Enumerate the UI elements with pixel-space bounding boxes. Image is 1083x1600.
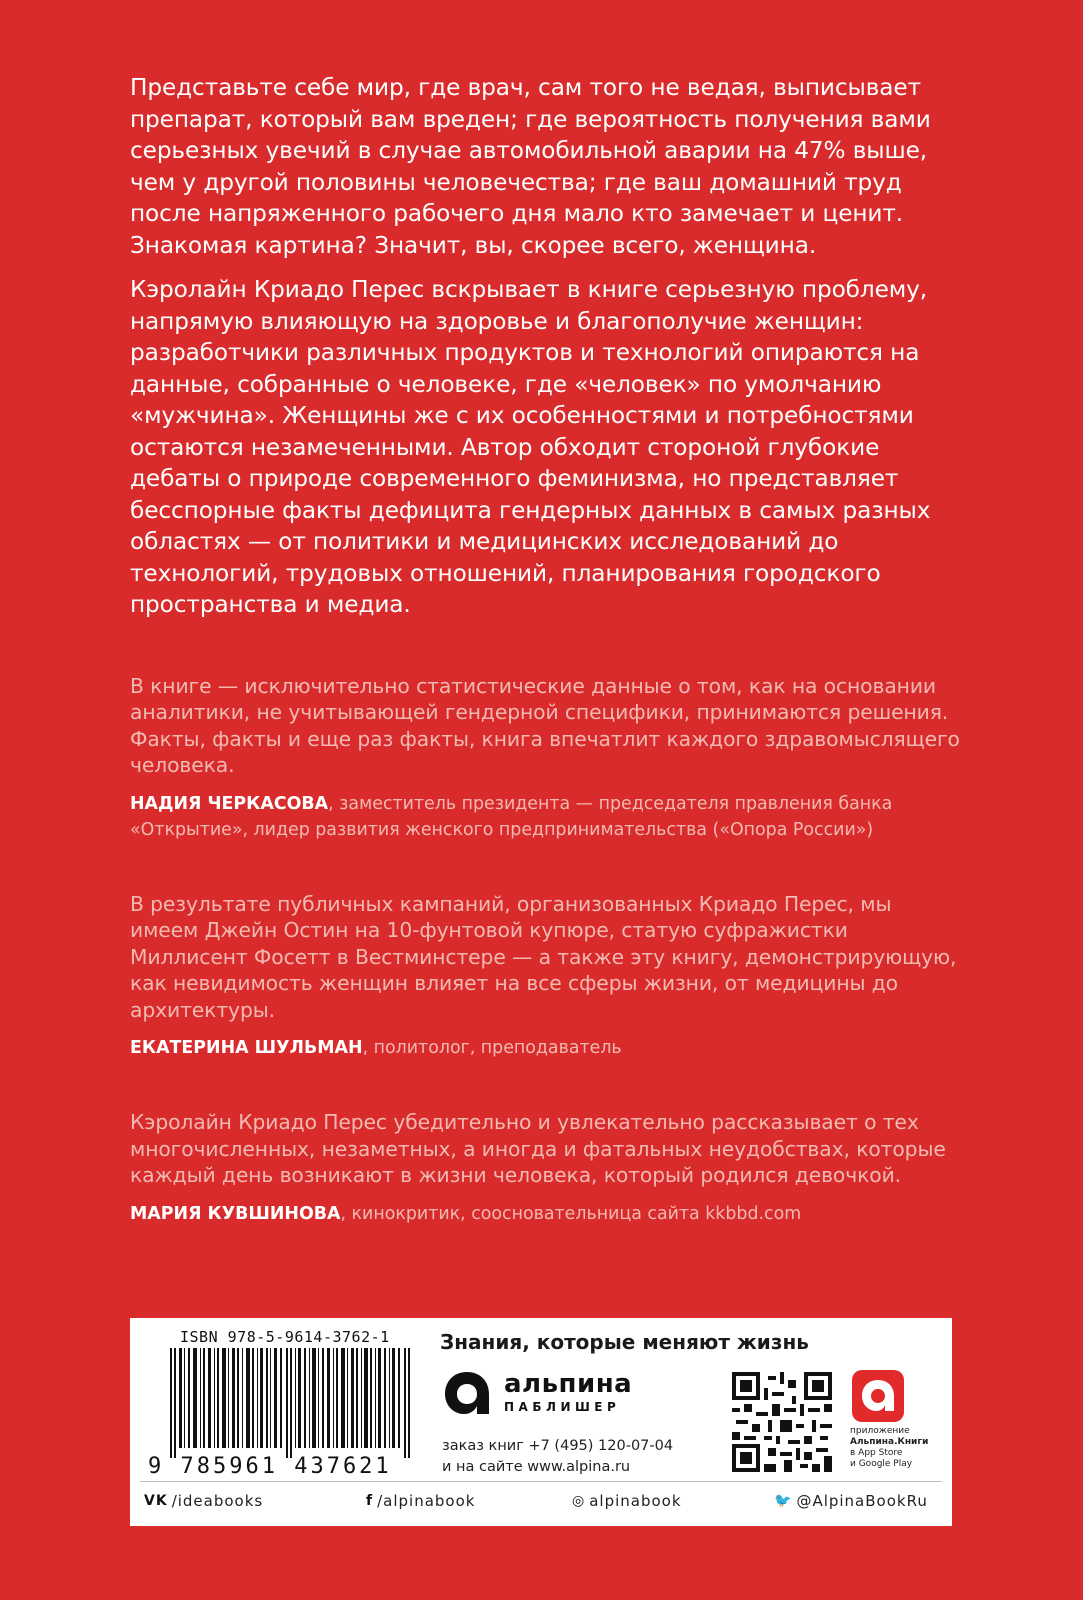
review-author-name: НАДИЯ ЧЕРКАСОВА bbox=[130, 793, 329, 814]
qr-code bbox=[732, 1372, 832, 1472]
back-cover-content bbox=[130, 72, 960, 1227]
app-line-3: в App Store bbox=[850, 1448, 903, 1458]
facebook-icon: f bbox=[366, 1493, 374, 1509]
review-3 bbox=[130, 1109, 960, 1227]
twitter-icon: 🐦 bbox=[774, 1493, 793, 1509]
social-facebook[interactable] bbox=[366, 1492, 475, 1510]
review-quote: В результате публичных кампаний, организованных Криадо Перес, мы имеем Джейн Остин на 10-фунтовой купюре, статую суфражистки Миллисент Фосетт в Вестминстере — а также эту книгу, демонстрирующую, как невидимость женщин влияет на все сферы жизни, от медицины до архитектуры. bbox=[130, 891, 957, 1022]
social-vk-text: /ideabooks bbox=[171, 1492, 264, 1510]
review-author-role: , заместитель президента — председателя правления банка «Открытие», лидер развития женского предпринимательства («Опора России») bbox=[130, 793, 893, 840]
brand-name: альпина bbox=[504, 1369, 633, 1399]
panel-divider bbox=[140, 1481, 942, 1482]
review-quote: В книге — исключительно статистические данные о том, как на основании аналитики, не учитывающей гендерной специфики, принимаются решения. Факты, факты и еще раз факты, книга впечатлит каждого здравомыслящего человека. bbox=[130, 673, 960, 777]
social-instagram[interactable] bbox=[572, 1492, 682, 1510]
review-author-role: , политолог, преподаватель bbox=[362, 1038, 622, 1058]
social-instagram-text: alpinabook bbox=[589, 1492, 682, 1510]
book-description bbox=[130, 72, 960, 621]
review-author-name: МАРИЯ КУВШИНОВА bbox=[130, 1203, 341, 1224]
social-twitter[interactable] bbox=[774, 1492, 928, 1510]
publisher-slogan: Знания, которые меняют жизнь bbox=[440, 1330, 809, 1354]
barcode bbox=[140, 1328, 425, 1478]
isbn-label: ISBN 978-5-9614-3762-1 bbox=[180, 1328, 390, 1346]
alpina-app-icon bbox=[852, 1370, 904, 1422]
publisher-panel bbox=[130, 1318, 952, 1526]
barcode-bars bbox=[170, 1348, 415, 1458]
alpina-logo-icon bbox=[442, 1368, 492, 1420]
review-author-role: , кинокритик, соосновательница сайта kkbbd.com bbox=[340, 1203, 802, 1224]
order-website: и на сайте www.alpina.ru bbox=[442, 1459, 631, 1475]
social-twitter-text: @AlpinaBookRu bbox=[796, 1492, 928, 1510]
review-author bbox=[130, 1201, 960, 1227]
instagram-icon: ◎ bbox=[572, 1493, 586, 1509]
barcode-number: 9 785961 437621 bbox=[148, 1454, 392, 1479]
review-1 bbox=[130, 673, 960, 843]
review-2 bbox=[130, 891, 960, 1062]
order-info bbox=[442, 1436, 673, 1478]
review-quote: Кэролайн Криадо Перес убедительно и увлекательно рассказывает о тех многочисленных, незаметных, а иногда и фатальных неудобствах, которые каждый день возникают в жизни человека, который родился девочкой. bbox=[130, 1110, 946, 1187]
app-line-4: и Google Play bbox=[850, 1459, 913, 1469]
publisher-brand bbox=[504, 1370, 632, 1414]
social-links bbox=[144, 1492, 944, 1516]
social-vk[interactable] bbox=[144, 1492, 263, 1510]
order-phone: заказ книг +7 (495) 120-07-04 bbox=[442, 1438, 674, 1454]
app-line-2: Альпина.Книги bbox=[850, 1437, 929, 1447]
vk-icon: VK bbox=[144, 1493, 168, 1509]
description-paragraph-2: Кэролайн Криадо Перес вскрывает в книге серьезную проблему, напрямую влияющую на здоровье и благополучие женщин: разработчики различных продуктов и технологий опираются на данные, собранные о человеке, где «человек» по умолчанию «мужчина». Женщины же с их особенностями и потребностями остаются незамеченными. Автор обходит стороной глубокие дебаты о природе современного феминизма, но представляет бесспорные факты дефицита гендерных данных в самых разных областях — от политики и медицинских исследований до технологий, трудовых отношений, планирования городского пространства и медиа. bbox=[130, 276, 931, 618]
review-author-name: ЕКАТЕРИНА ШУЛЬМАН bbox=[130, 1038, 363, 1058]
social-facebook-text: /alpinabook bbox=[377, 1492, 476, 1510]
description-paragraph-1: Представьте себе мир, где врач, сам того не ведая, выписывает препарат, который вам вреден; где вероятность получения вами серьезных увечий в случае автомобильной аварии на 47% выше, чем у другой половины человечества; где ваш домашний труд после напряженного рабочего дня мало кто замечает и ценит. Знакомая картина? Значит, вы, скорее всего, женщина. bbox=[130, 74, 931, 259]
brand-subtitle: ПАБЛИШЕР bbox=[504, 1400, 621, 1414]
app-store-info bbox=[850, 1426, 928, 1470]
app-line-1: приложение bbox=[850, 1426, 910, 1436]
alpina-app-logo-icon bbox=[852, 1370, 904, 1422]
review-author bbox=[130, 791, 960, 843]
review-author bbox=[130, 1035, 960, 1061]
